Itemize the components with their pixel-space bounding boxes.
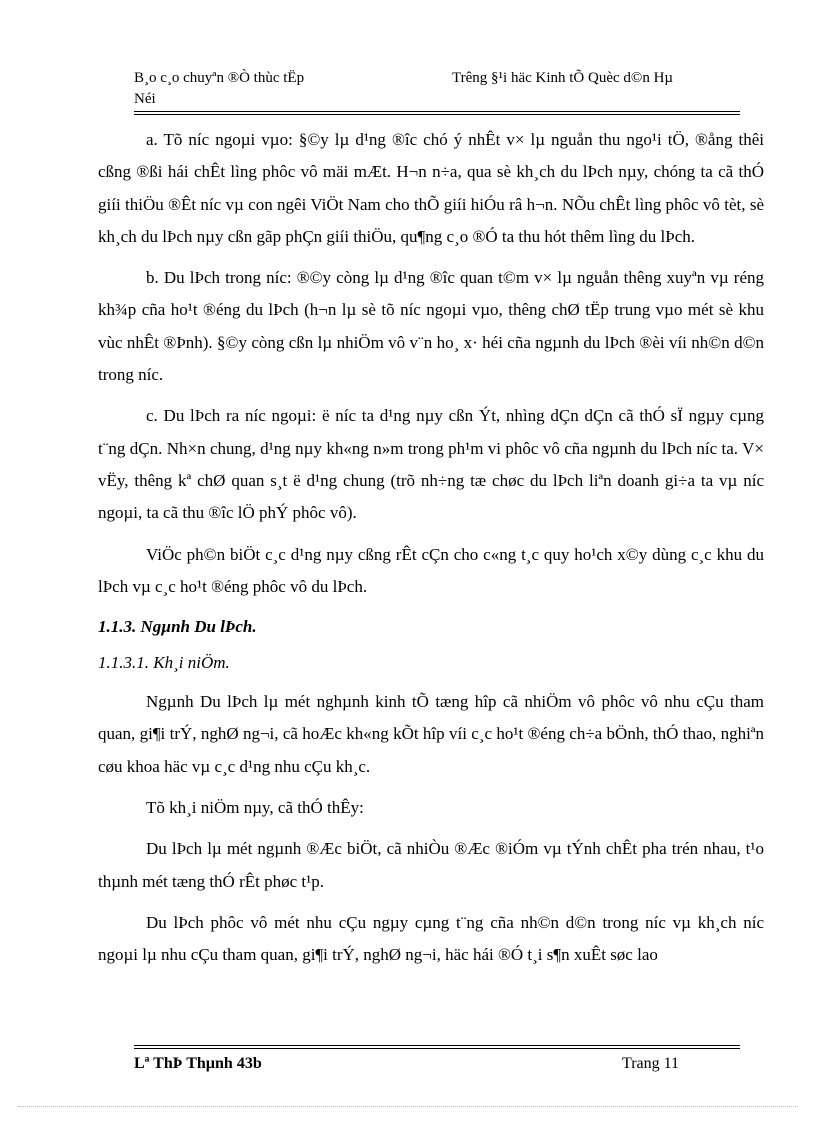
paragraph-needs: Du lÞch phôc vô mét nhu cÇu ngµy cµng t¨ng cña nh©n d©n trong níc vµ kh¸ch níc ngoµi lµ nhu cÇu tham quan, gi¶i trÝ, nghØ ng¬i, häc hái ®Ó t¸i s¶n xuÊt søc lao (98, 912, 764, 965)
document-body (98, 124, 764, 981)
page-number: Trang 11 (622, 1055, 680, 1072)
footer-rule-double (134, 1048, 740, 1049)
header-left-line2: Néi (134, 91, 156, 107)
header-rule-double (134, 114, 740, 115)
paragraph-inbound-tourism: a. Tõ níc ngoµi vµo: §©y lµ d¹ng ®îc chó ý nhÊt v× lµ nguån thu ngo¹i tÖ, ®ång thêi cßng ®ßi hái chÊt lìng phôc vô mäi mÆt. H¬n n÷a, qua sè kh¸ch du lÞch nµy, chóng ta cã thÓ giíi thiÖu ®Êt níc vµ con ngêi ViÖt Nam cho thÕ giíi hiÓu râ h¬n. NÕu chÊt lìng phôc vô tèt, sè kh¸ch du lÞch nµy cßn gãp phÇn giíi thiÖu, qu¶ng c¸o ®Ó ta thu hót thêm lìng du lÞch. (98, 130, 764, 246)
paragraph-outbound-tourism: c. Du lÞch ra níc ngoµi: ë níc ta d¹ng nµy cßn Ýt, nhìng dÇn dÇn cã thÓ sÏ ngµy cµng t¨ng dÇn. Nh×n chung, d¹ng nµy kh«ng n»m trong ph¹m vi phôc vô cña ngµnh du lÞch níc ta. V× vËy, thêng kª chØ quan s¸t ë d¹ng chung (trõ nh÷ng tæ chøc du lÞch liªn doanh gi÷a ta vµ níc ngoµi, ta cã thu ®îc lÖ phÝ phôc vô). (98, 406, 764, 523)
paragraph-classification: ViÖc ph©n biÖt c¸c d¹ng nµy cßng rÊt cÇn cho c«ng t¸c quy ho¹ch x©y dùng c¸c khu du lÞch vµ c¸c ho¹t ®éng phôc vô du lÞch. (98, 544, 764, 596)
header-report-title (134, 68, 394, 110)
subsection-heading-1-1-3-1: 1.1.3.1. Kh¸i niÖm. (98, 653, 230, 673)
section-heading-1-1-3: 1.1.3. Ngµnh Du lÞch. (98, 617, 257, 637)
header-university: Trêng §¹i häc Kinh tÕ Quèc d©n Hµ (452, 70, 674, 86)
paragraph-domestic-tourism: b. Du lÞch trong níc: ®©y còng lµ d¹ng ®îc quan t©m v× lµ nguån thêng xuyªn vµ réng kh¾p cña ho¹t ®éng du lÞch (h¬n lµ sè tõ níc ngoµi vµo, thêng chØ tËp trung vµo mét sè khu vùc nhÊt ®Þnh). §©y còng cßn lµ nhiÖm vô v¨n ho¸ x· héi cña ngµnh du lÞch ®èi víi nh©n d©n trong níc. (98, 268, 764, 385)
paragraph-from-definition: Tõ kh¸i niÖm nµy, cã thÓ thÊy: (146, 798, 364, 818)
paragraph-special-industry: Du lÞch lµ mét ngµnh ®Æc biÖt, cã nhiÒu ®Æc ®iÓm vµ tÝnh chÊt pha trén nhau, t¹o thµnh mét tæng thÓ rÊt phøc t¹p. (98, 839, 764, 891)
page-header (134, 68, 742, 108)
paragraph-definition: Ngµnh Du lÞch lµ mét nghµnh kinh tÕ tæng hîp cã nhiÖm vô phôc vô nhu cÇu tham quan, gi¶i trÝ, nghØ ng¬i, cã hoÆc kh«ng kÕt hîp víi c¸c ho¹t ®éng ch÷a bÖnh, thÓ thao, nghiªn cøu khoa häc vµ c¸c d¹ng nhu cÇu kh¸c. (98, 692, 764, 776)
page-edge-divider (18, 1106, 798, 1107)
header-left-line1: B¸o c¸o chuyªn ®Ò thùc tËp (134, 70, 305, 86)
footer-author: Lª ThÞ Thµnh 43b (134, 1055, 262, 1072)
footer-rule (134, 1045, 740, 1046)
header-rule (134, 111, 740, 112)
